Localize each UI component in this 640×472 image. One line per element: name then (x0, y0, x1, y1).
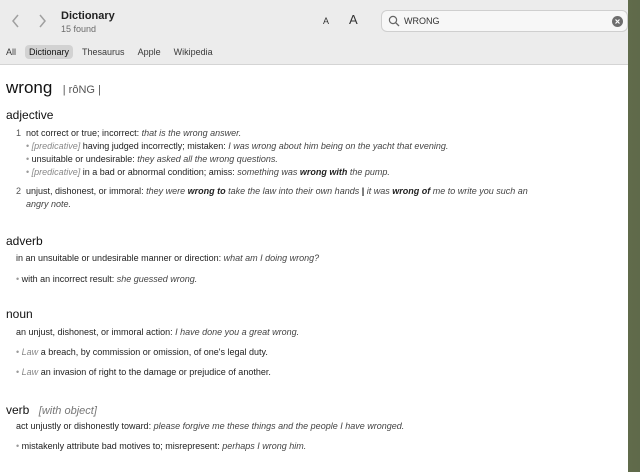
verb-note: [with object] (38, 405, 97, 417)
adj-sense-2-cont: angry note. (26, 199, 72, 209)
headword: wrong (6, 78, 53, 97)
adverb-sense: in an unsuitable or undesirable manner or direction: what am I doing wrong? (16, 253, 320, 263)
pronunciation: | rôNG | (62, 84, 101, 96)
titlebar (0, 0, 628, 65)
adj-subsense-1: • [predicative] having judged incorrectly; mistaken: I was wrong about him being on the yacht that evening. (26, 141, 449, 151)
increase-font-button[interactable]: A (349, 12, 358, 27)
source-tabs (0, 44, 222, 60)
verb-sense: act unjustly or dishonestly toward: please forgive me these things and the people I have wronged. (16, 421, 405, 431)
tab-thesaurus[interactable]: Thesaurus (82, 47, 125, 57)
pos-adverb: adverb (6, 234, 43, 248)
pos-adjective: adjective (6, 108, 54, 122)
pos-verb-row (6, 401, 97, 419)
search-icon (388, 15, 400, 27)
adj-sense-2: 2 unjust, dishonest, or immoral: they were wrong to take the law into their own hands | it was wrong of me to write you such an (16, 186, 528, 196)
noun-law-sense-1: • Law a breach, by commission or omission, of one's legal duty. (16, 347, 268, 357)
adj-subsense-3: • [predicative] in a bad or abnormal condition; amiss: something was wrong with the pump. (26, 167, 390, 177)
tab-wikipedia[interactable]: Wikipedia (173, 47, 213, 57)
search-input[interactable] (404, 14, 594, 28)
verb-subsense: • mistakenly attribute bad motives to; misrepresent: perhaps I wrong him. (16, 441, 307, 451)
adj-subsense-2: • unsuitable or undesirable: they asked all the wrong questions. (26, 154, 278, 164)
results-count: 15 found (61, 24, 97, 34)
app-title: Dictionary (61, 10, 115, 22)
decrease-font-button[interactable]: A (323, 16, 330, 26)
noun-sense: an unjust, dishonest, or immoral action: I have done you a great wrong. (16, 327, 300, 337)
tab-apple[interactable]: Apple (137, 47, 161, 57)
search-field[interactable] (381, 10, 628, 32)
tab-dictionary[interactable]: Dictionary (25, 45, 73, 59)
tab-all[interactable]: All (6, 47, 17, 57)
back-button[interactable] (8, 12, 24, 30)
chevron-left-icon (11, 14, 21, 28)
forward-button[interactable] (34, 12, 50, 30)
clear-search-icon[interactable] (612, 16, 623, 27)
chevron-right-icon (37, 14, 47, 28)
pos-noun: noun (6, 307, 33, 321)
noun-law-sense-2: • Law an invasion of right to the damage or prejudice of another. (16, 367, 271, 377)
adverb-subsense: • with an incorrect result: she guessed wrong. (16, 274, 198, 284)
adj-sense-1: 1 not correct or true; incorrect: that is the wrong answer. (16, 128, 242, 138)
entry-header (6, 78, 101, 98)
pos-verb: verb (6, 403, 30, 417)
